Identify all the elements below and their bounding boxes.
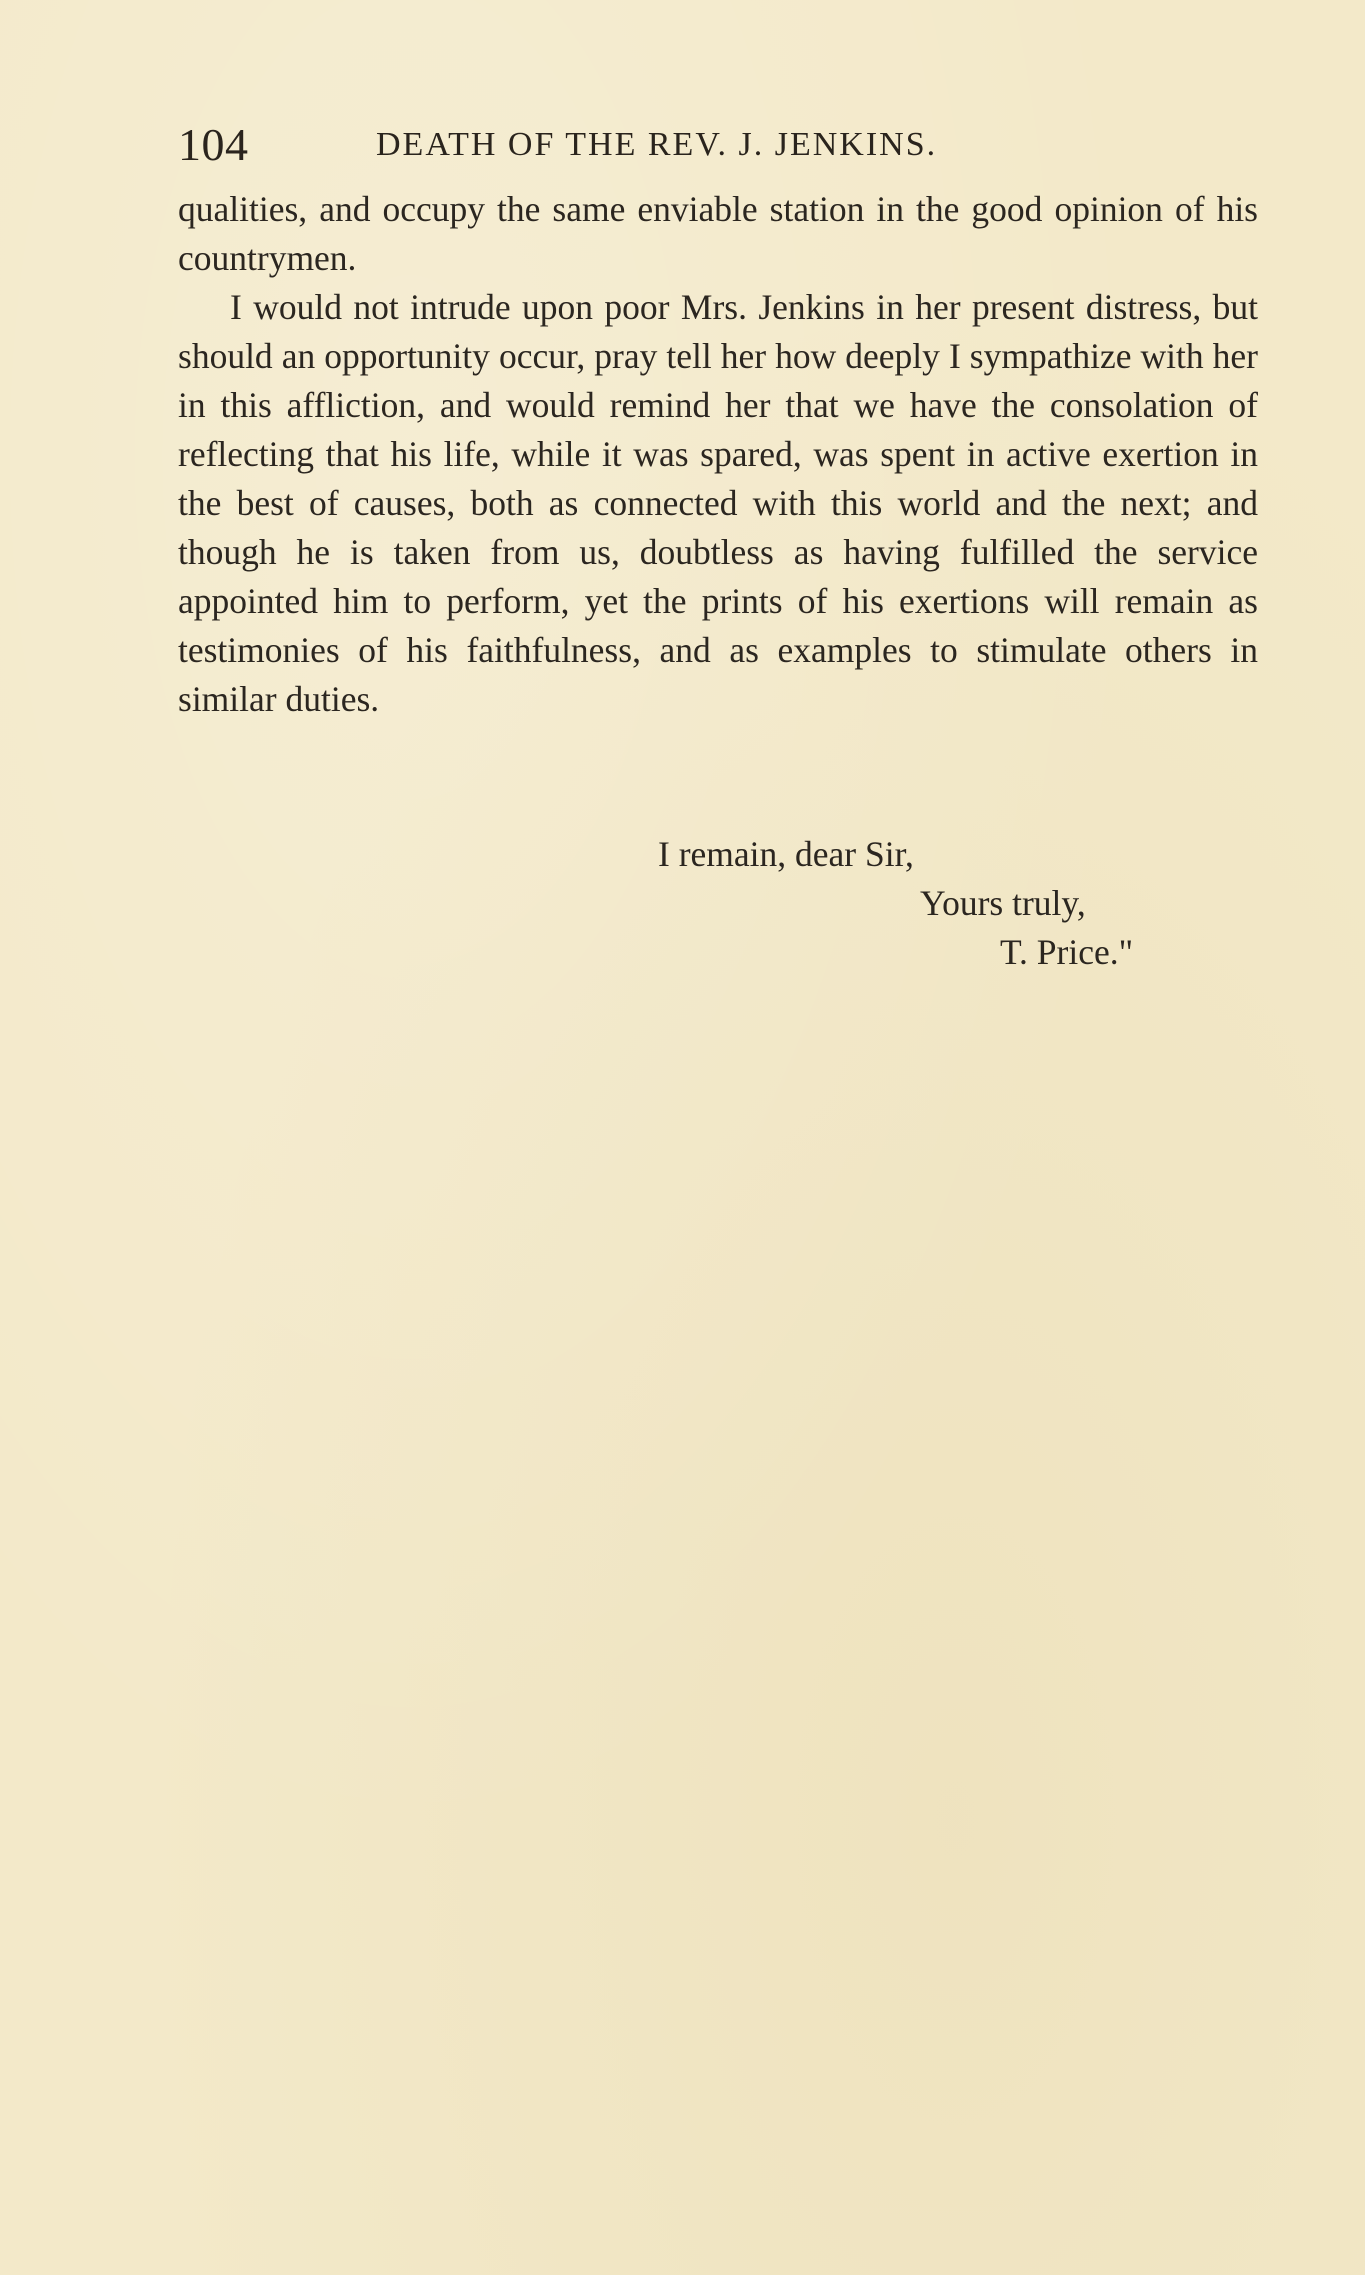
page-header [178,118,1268,178]
page-number: 104 [178,119,249,170]
paragraph-main: I would not intrude upon poor Mrs. Jenkins in her present distress, but should an opportunity occur, pray tell her how deeply I sympathize with her in this affliction, and would remind her that we have the consolation of reflecting that his life, while it was spared, was spent in active exertion in the best of causes, both as connected with this world and the next; and though he is taken from us, doubtless as having fulfilled the service appointed him to perform, yet the prints of his exertions will remain as testimonies of his faithfulness, and as examples to stimulate others in similar duties. [178,287,1258,719]
body-text [178,185,1258,724]
closing-salutation: I remain, dear Sir, [658,834,914,874]
paragraph-continuation: qualities, and occupy the same enviable station in the good opinion of his countrymen. [178,189,1258,278]
signature: T. Price." [1000,932,1134,972]
letter-closing [178,830,1258,977]
running-head: DEATH OF THE REV. J. JENKINS. [376,126,938,163]
closing-valediction: Yours truly, [920,883,1086,923]
